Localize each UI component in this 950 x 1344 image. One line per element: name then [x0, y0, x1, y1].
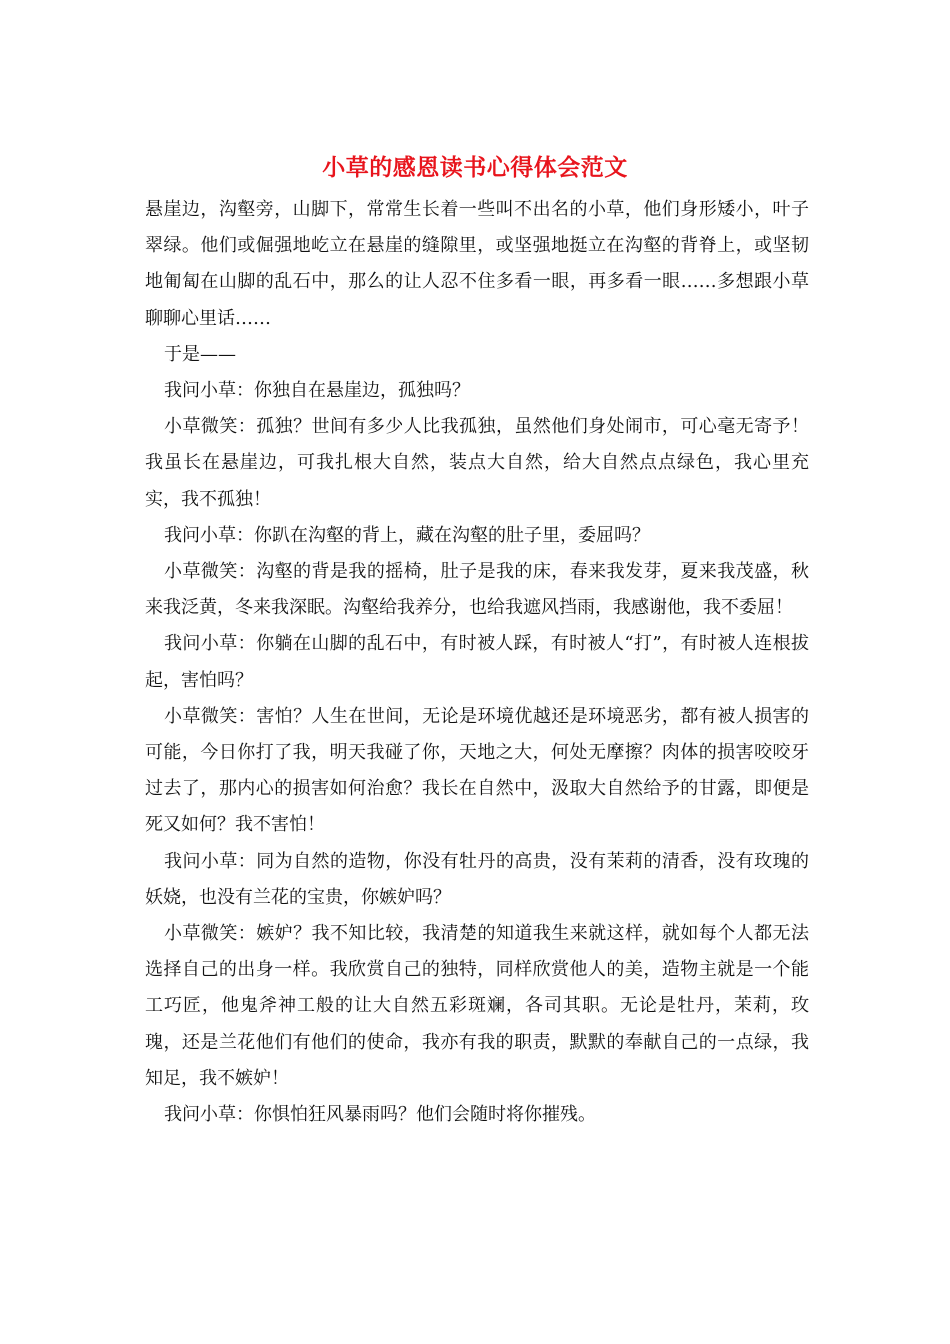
paragraph: 我问小草：你独自在悬崖边，孤独吗？ — [164, 380, 470, 402]
document-title: 小草的感恩读书心得体会范文 — [322, 154, 628, 181]
paragraph: 小草微笑：害怕？人生在世间，无论是环境优越还是环境恶劣，都有被人损害的可能，今日你打了我，明天我碰了你，天地之大，何处无摩擦？肉体的损害咬咬牙过去了，那内心的损害如何治愈？我长在自然中，汲取大自然给予的甘露，即便是死又如何？我不害怕！ — [145, 705, 809, 836]
paragraph: 小草微笑：嫉妒？我不知比较，我清楚的知道我生来就这样，就如每个人都无法选择自己的出身一样。我欣赏自己的独特，同样欣赏他人的美，造物主就是一个能工巧匠，他鬼斧神工般的让大自然五彩斑斓，各司其职。无论是牡丹，茉莉，玫瑰，还是兰花他们有他们的使命，我亦有我的职责，默默的奉献自己的一点绿，我知足，我不嫉妒！ — [145, 923, 809, 1089]
paragraph: 小草微笑：孤独？世间有多少人比我孤独，虽然他们身处闹市，可心毫无寄予！我虽长在悬崖边，可我扎根大自然，装点大自然，给大自然点点绿色，我心里充实，我不孤独！ — [145, 416, 809, 510]
paragraph: 我问小草：你惧怕狂风暴雨吗？他们会随时将你摧残。 — [164, 1104, 596, 1126]
paragraph: 我问小草：你趴在沟壑的背上，藏在沟壑的肚子里，委屈吗？ — [164, 524, 650, 546]
paragraph: 我问小草：同为自然的造物，你没有牡丹的高贵，没有茉莉的清香，没有玫瑰的妖娆，也没有兰花的宝贵，你嫉妒吗？ — [145, 850, 809, 908]
paragraph: 我问小草：你躺在山脚的乱石中，有时被人踩，有时被人“打”，有时被人连根拔起，害怕吗？ — [145, 633, 809, 691]
paragraph: 悬崖边，沟壑旁，山脚下，常常生长着一些叫不出名的小草，他们身形矮小，叶子翠绿。他们或倔强地屹立在悬崖的缝隙里，或坚强地挺立在沟壑的背脊上，或坚韧地匍匐在山脚的乱石中，那么的让人忍不住多看一眼，再多看一眼……多想跟小草聊聊心里话…… — [145, 199, 809, 329]
document-body — [145, 192, 809, 1133]
paragraph: 小草微笑：沟壑的背是我的摇椅，肚子是我的床，春来我发芽，夏来我茂盛，秋来我泛黄，冬来我深眠。沟壑给我养分，也给我遮风挡雨，我感谢他，我不委屈！ — [145, 561, 809, 619]
paragraph: 于是—— — [164, 343, 236, 365]
